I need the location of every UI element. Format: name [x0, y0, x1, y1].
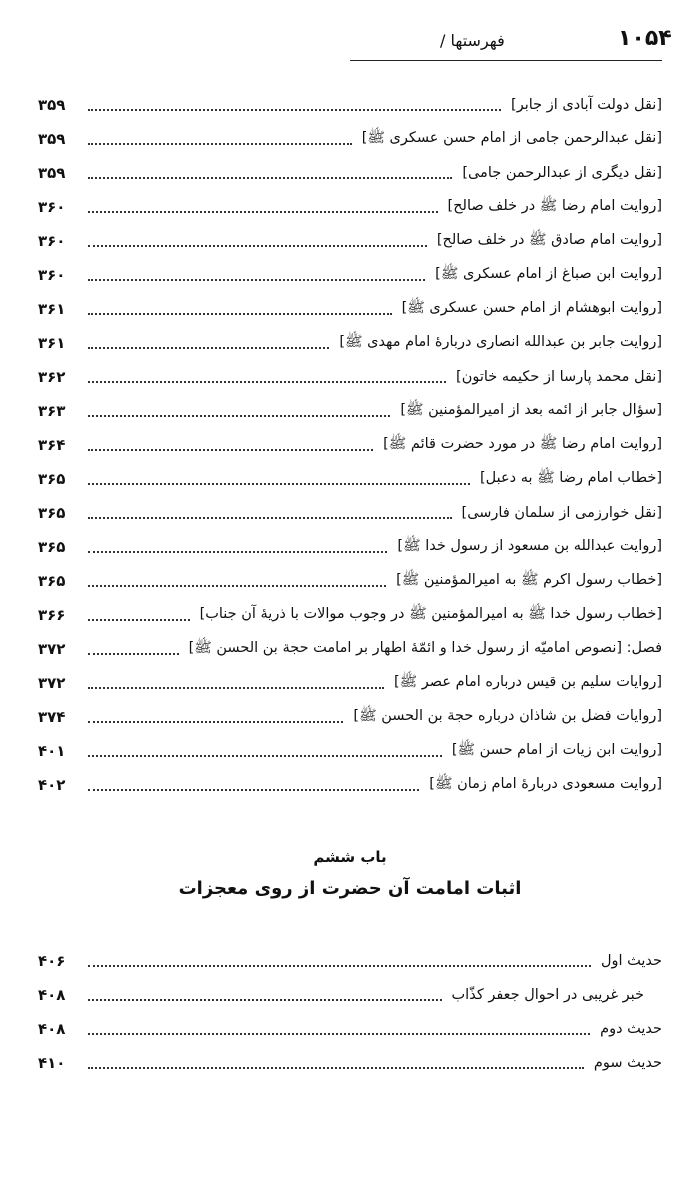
page-number: ۱۰۵۴: [618, 26, 672, 51]
dot-leader: [88, 261, 425, 281]
toc-entry-page: ۳۶۵: [38, 538, 66, 556]
dot-leader: [88, 465, 470, 485]
toc-entry-title: [سؤال جابر از ائمه بعد از امیرالمؤمنین ﷺ]: [400, 401, 662, 418]
toc-entry: [38, 598, 662, 632]
toc-entry-page: ۴۰۱: [38, 742, 66, 760]
dot-leader: [88, 737, 442, 757]
toc-entry: [38, 944, 662, 978]
toc-entry-page: ۳۶۰: [38, 266, 66, 284]
toc-entry-title: [روایت ابن زیات از امام حسن ﷺ]: [451, 741, 662, 758]
toc-entry-page: ۳۶۶: [38, 606, 66, 624]
toc-entry-title: [خطاب رسول اکرم ﷺ به امیرالمؤمنین ﷺ]: [396, 571, 662, 588]
toc-entry-title: [روایت امام رضا ﷺ در خلف صالح]: [447, 197, 662, 214]
toc-entry-page: ۴۱۰: [38, 1054, 66, 1072]
dot-leader: [88, 635, 179, 655]
toc-entry: [38, 768, 662, 802]
toc-entry-title: [خطاب امام رضا ﷺ به دعبل]: [479, 469, 662, 486]
dot-leader: [88, 1049, 584, 1069]
toc-entry-page: ۳۷۴: [38, 708, 66, 726]
toc-entry-title: [روایت مسعودی دربارهٔ امام زمان ﷺ]: [429, 775, 662, 792]
dot-leader: [88, 159, 452, 179]
toc-entry-title: [روایت جابر بن عبدالله انصاری دربارهٔ امام مهدی ﷺ]: [339, 333, 662, 350]
toc-entry-page: ۴۰۶: [38, 952, 66, 970]
toc-entry: [38, 326, 662, 360]
toc-entry: [38, 360, 662, 394]
toc-entry: [38, 428, 662, 462]
toc-entry: [38, 496, 662, 530]
toc-entry-title: [نقل محمد پارسا از حکیمه خاتون]: [456, 369, 662, 385]
toc-entry-page: ۳۶۱: [38, 300, 66, 318]
toc-list: [38, 88, 662, 802]
toc-entry-title: [روایت ابن صباغ از امام عسکری ﷺ]: [435, 265, 662, 282]
dot-leader: [88, 601, 190, 621]
dot-leader: [88, 363, 446, 383]
toc-entry-title: فصل: [نصوص امامیّه از رسول خدا و ائمّهٔ اطهار بر امامت حجة بن الحسن ﷺ]: [188, 639, 662, 656]
chapter-title: اثبات امامت آن حضرت از روی معجزات: [178, 878, 522, 899]
dot-leader: [88, 431, 373, 451]
toc-entry-page: ۴۰۸: [38, 1020, 66, 1038]
toc-entry-page: ۳۷۲: [38, 640, 66, 658]
toc-entry: [38, 394, 662, 428]
toc-entry: [38, 734, 662, 768]
toc-entry: [38, 462, 662, 496]
toc-entry-page: ۴۰۲: [38, 776, 66, 794]
toc-entry: [38, 224, 662, 258]
toc-entry-page: ۳۷۲: [38, 674, 66, 692]
toc-entry: [38, 258, 662, 292]
toc-entry: [38, 632, 662, 666]
toc-entry-title: [نقل دولت آبادی از جابر]: [511, 97, 662, 113]
running-head: فهرستها /: [440, 31, 505, 50]
toc-entry-page: ۳۶۰: [38, 232, 66, 250]
dot-leader: [88, 669, 384, 689]
toc-entry-title: [روایت امام صادق ﷺ در خلف صالح]: [436, 231, 662, 248]
toc-entry-page: ۳۶۰: [38, 198, 66, 216]
dot-leader: [88, 567, 386, 587]
dot-leader: [88, 771, 419, 791]
toc-entry-title: [نقل خوارزمی از سلمان فارسی]: [461, 505, 662, 521]
toc-entry: [38, 978, 662, 1012]
toc-entry: [38, 700, 662, 734]
toc-entry-page: ۳۵۹: [38, 96, 66, 114]
dot-leader: [88, 91, 501, 111]
toc-entry-page: ۳۵۹: [38, 130, 66, 148]
toc-entry-title: حدیث اول: [600, 953, 662, 969]
toc-entry-title: [روایت عبدالله بن مسعود از رسول خدا ﷺ]: [397, 537, 662, 554]
toc-entry: [38, 88, 662, 122]
chapter-toc-list: [38, 944, 662, 1080]
toc-entry-page: ۳۶۲: [38, 368, 66, 386]
toc-entry-title: [روایات فضل بن شاذان درباره حجة بن الحسن ﷺ]: [353, 707, 662, 724]
toc-entry-title: [روایت ابوهشام از امام حسن عسکری ﷺ]: [401, 299, 662, 316]
toc-entry-title: [خطاب رسول خدا ﷺ به امیرالمؤمنین ﷺ در وجوب موالات با ذریهٔ آن جناب]: [199, 605, 662, 622]
dot-leader: [88, 125, 352, 145]
dot-leader: [88, 703, 343, 723]
toc-entry-title: خبر غریبی در احوال جعفر کذّاب: [451, 987, 644, 1003]
toc-entry: [38, 292, 662, 326]
toc-entry-page: ۴۰۸: [38, 986, 66, 1004]
toc-entry: [38, 1012, 662, 1046]
toc-entry-page: ۳۶۵: [38, 470, 66, 488]
dot-leader: [88, 499, 452, 519]
dot-leader: [88, 295, 392, 315]
toc-entry-page: ۳۶۱: [38, 334, 66, 352]
toc-entry: [38, 564, 662, 598]
page-header: [350, 26, 672, 61]
toc-entry-title: [روایت امام رضا ﷺ در مورد حضرت قائم ﷺ]: [383, 435, 662, 452]
dot-leader: [88, 227, 427, 247]
toc-entry-page: ۳۵۹: [38, 164, 66, 182]
toc-entry: [38, 122, 662, 156]
toc-entry-title: حدیث دوم: [600, 1021, 662, 1037]
chapter-label: باب ششم: [313, 848, 387, 866]
toc-entry: [38, 156, 662, 190]
toc-entry-title: [نقل عبدالرحمن جامی از امام حسن عسکری ﷺ]: [361, 129, 662, 146]
dot-leader: [88, 397, 390, 417]
toc-entry-page: ۳۶۵: [38, 504, 66, 522]
toc-entry-title: [نقل دیگری از عبدالرحمن جامی]: [462, 165, 662, 181]
toc-entry: [38, 666, 662, 700]
toc-entry-page: ۳۶۵: [38, 572, 66, 590]
toc-entry: [38, 1046, 662, 1080]
toc-entry-title: [روایات سلیم بن قیس درباره امام عصر ﷺ]: [393, 673, 662, 690]
dot-leader: [88, 981, 442, 1001]
toc-entry: [38, 190, 662, 224]
toc-entry: [38, 530, 662, 564]
dot-leader: [88, 329, 329, 349]
toc-entry-page: ۳۶۴: [38, 436, 66, 454]
dot-leader: [88, 533, 387, 553]
dot-leader: [88, 947, 591, 967]
dot-leader: [88, 1015, 590, 1035]
toc-entry-page: ۳۶۳: [38, 402, 66, 420]
toc-entry-title: حدیث سوم: [593, 1055, 662, 1071]
dot-leader: [88, 193, 438, 213]
